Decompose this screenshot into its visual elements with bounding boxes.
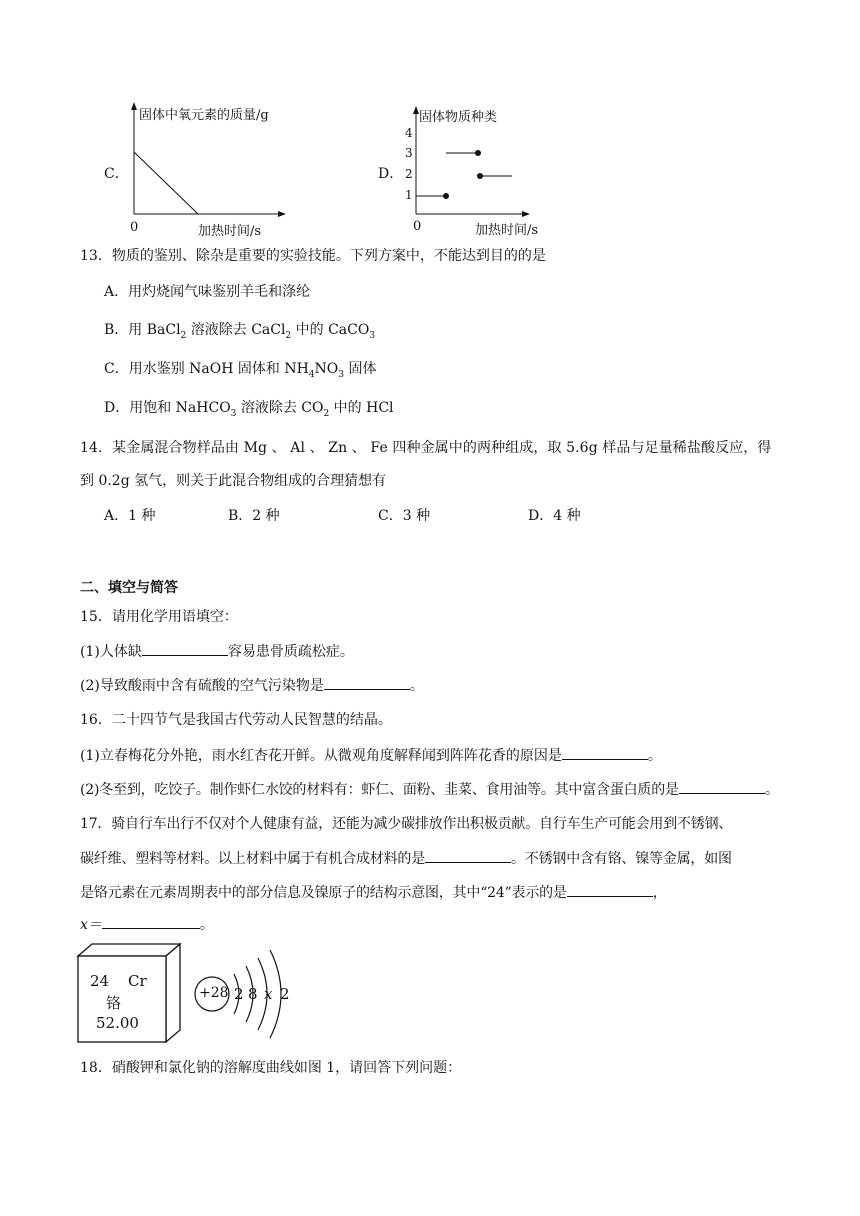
graph-d-ytick-4: 4	[405, 126, 413, 140]
graph-c-curve	[134, 152, 198, 214]
q13-option-a: A．用灼烧闻气味鉴别羊毛和涤纶	[104, 284, 311, 300]
q15-sub-1: (1)人体缺 容易患骨质疏松症。	[80, 641, 354, 662]
q16-sub-1: (1)立春梅花分外艳，雨水红杏花开鲜。从微观角度解释闻到阵阵花香的原因是 。	[80, 745, 662, 766]
graph-c-origin: 0	[130, 220, 139, 235]
answer-blank	[679, 779, 765, 794]
graph-d-ytick-2: 2	[405, 167, 413, 181]
q14-option-b: B．2 种	[228, 508, 280, 524]
graph-d-option-label: D．	[378, 166, 404, 182]
q15-stem: 15．请用化学用语填空：	[80, 609, 238, 625]
q17-line-2: 碳纤维、塑料等材料。以上材料中属于有机合成材料的是 。不锈钢中含有铬、镍等金属，如图	[80, 848, 732, 869]
graph-c-ylabel: 固体中氧元素的质量/g	[139, 108, 269, 123]
q13-option-c: C．用水鉴别 NaOH 固体和 $NH_4NO_3$ 固体	[104, 361, 377, 380]
answer-blank	[324, 675, 410, 690]
section-2-title: 二、填空与简答	[80, 580, 178, 596]
graph-d-ytick-1: 1	[405, 188, 413, 202]
answer-blank	[567, 882, 653, 897]
q14-line-1: 14．某金属混合物样品由 Mg 、 Al 、 Zn 、 Fe 四种金属中的两种组成，取 5.6g 样品与足量稀盐酸反应，得	[80, 440, 772, 456]
q16-sub-2: (2)冬至到，吃饺子。制作虾仁水饺的材料有：虾仁、面粉、韭菜、食用油等。其中富含蛋白质的是 。	[80, 779, 779, 800]
shell-electrons-2: 8	[248, 985, 258, 1003]
q14-option-d: D．4 种	[528, 508, 581, 524]
answer-blank	[142, 641, 228, 656]
graph-d-dot-3	[475, 150, 481, 156]
q15-sub-2: (2)导致酸雨中含有硫酸的空气污染物是 。	[80, 675, 424, 696]
element-name: 铬	[106, 994, 122, 1012]
graph-d-origin: 0	[413, 219, 422, 234]
q13-stem: 13．物质的鉴别、除杂是重要的实验技能。下列方案中，不能达到目的的是	[80, 248, 546, 264]
q14-line-2: 到 0.2g 氢气，则关于此混合物组成的合理猜想有	[80, 473, 387, 489]
q17-line-1: 17．骑自行车出行不仅对个人健康有益，还能为减少碳排放作出积极贡献。自行车生产可能会用到不锈钢、	[80, 816, 733, 832]
graph-c-xlabel: 加热时间/s	[198, 224, 262, 239]
q17-line-4: x＝ 。	[80, 914, 214, 935]
graph-d-ytick-3: 3	[405, 146, 413, 160]
shell-electrons-4: 2	[280, 985, 290, 1003]
q14-option-c: C．3 种	[378, 508, 431, 524]
graph-c-option-label: C．	[104, 166, 129, 182]
graph-d-dot-1	[443, 193, 449, 199]
graph-d-dot-2	[477, 173, 483, 179]
shell-electrons-1: 2	[234, 985, 244, 1003]
graph-c-x-arrow	[278, 211, 286, 217]
graph-d-xlabel: 加热时间/s	[475, 223, 539, 238]
q16-stem: 16．二十四节气是我国古代劳动人民智慧的结晶。	[80, 712, 392, 728]
answer-blank	[562, 745, 648, 760]
q14-option-a: A．1 种	[104, 508, 156, 524]
graph-d-ylabel: 固体物质种类	[419, 110, 498, 125]
q13-option-b: B．用 BaCl$_2$ 溶液除去 CaCl$_2$ 中的 CaCO$_3$	[104, 322, 376, 341]
element-mass: 52.00	[96, 1014, 139, 1032]
graph-d-x-arrow	[522, 211, 530, 217]
q13-option-d: D．用饱和 NaHCO$_3$ 溶液除去 $CO_2$ 中的 HCl	[104, 400, 394, 419]
element-symbol: Cr	[128, 972, 147, 990]
graph-c-y-arrow	[131, 102, 137, 110]
shell-electrons-3: x	[264, 985, 273, 1003]
element-number: 24	[90, 972, 110, 990]
q18-stem: 18．硝酸钾和氯化钠的溶解度曲线如图 1，请回答下列问题：	[80, 1060, 462, 1076]
q17-line-3: 是铬元素在元素周期表中的部分信息及镍原子的结构示意图，其中“24”表示的是 ，	[80, 882, 667, 903]
answer-blank	[102, 914, 200, 929]
answer-blank	[425, 848, 511, 863]
nucleus-charge: +28	[199, 985, 229, 1001]
